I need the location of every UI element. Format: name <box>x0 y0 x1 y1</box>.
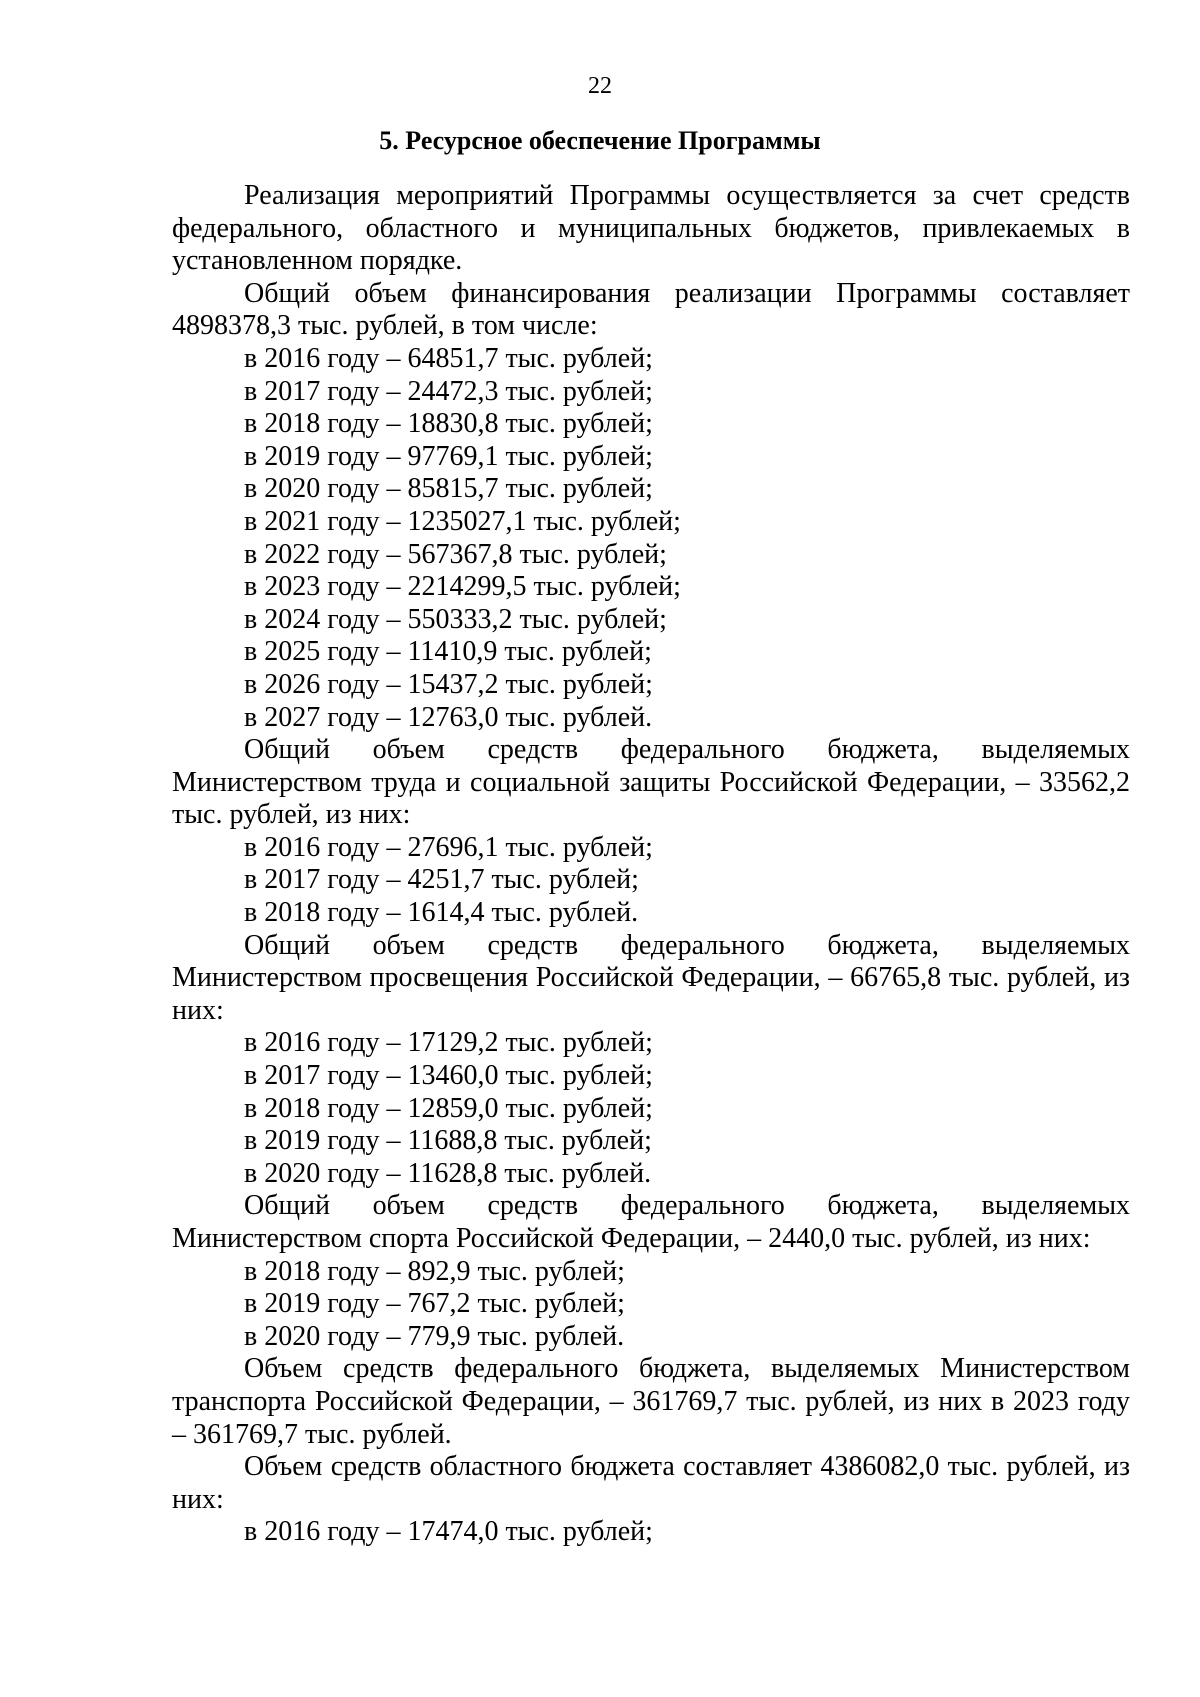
list-item: в 2016 году – 17474,0 тыс. рублей; <box>244 1516 653 1548</box>
section-title: 5. Ресурсное обеспечение Программы <box>379 126 821 155</box>
list-item: в 2017 году – 4251,7 тыс. рублей; <box>244 864 639 896</box>
transport-ministry-paragraph: Объем средств федерального бюджета, выделяемых Министерством транспорта Российской Федерации, – 361769,7 тыс. рублей, из них в 2023 году – 361769,7 тыс. рублей. <box>172 1353 1130 1450</box>
list-item: в 2021 году – 1235027,1 тыс. рублей; <box>244 505 681 537</box>
list-item: в 2023 году – 2214299,5 тыс. рублей; <box>244 571 681 603</box>
list-item: в 2018 году – 1614,4 тыс. рублей. <box>244 897 639 929</box>
list-item: в 2020 году – 85815,7 тыс. рублей; <box>244 473 653 505</box>
sport-ministry-paragraph: Общий объем средств федерального бюджета, выделяемых Министерством спорта Российской Федерации, – 2440,0 тыс. рублей, из них: <box>172 1190 1130 1254</box>
document-body <box>172 180 1130 1549</box>
list-item: в 2017 году – 24472,3 тыс. рублей; <box>244 375 653 407</box>
list-item: в 2020 году – 11628,8 тыс. рублей. <box>244 1157 652 1189</box>
list-item: в 2024 году – 550333,2 тыс. рублей; <box>244 603 667 635</box>
education-ministry-paragraph: Общий объем средств федерального бюджета, выделяемых Министерством просвещения Российской Федерации, – 66765,8 тыс. рублей, из них: <box>172 929 1130 1026</box>
list-item: в 2018 году – 18830,8 тыс. рублей; <box>244 408 653 440</box>
education-ministry-list <box>172 1027 1130 1190</box>
labor-ministry-paragraph: Общий объем средств федерального бюджета, выделяемых Министерством труда и социальной защиты Российской Федерации, – 33562,2 тыс. рублей, из них: <box>172 734 1130 831</box>
list-item: в 2027 году – 12763,0 тыс. рублей. <box>244 701 653 733</box>
list-item: в 2017 году – 13460,0 тыс. рублей; <box>244 1060 653 1092</box>
labor-ministry-list <box>172 832 1130 930</box>
list-item: в 2018 году – 892,9 тыс. рублей; <box>244 1255 625 1287</box>
list-item: в 2018 году – 12859,0 тыс. рублей; <box>244 1092 653 1124</box>
regional-budget-paragraph: Объем средств областного бюджета составляет 4386082,0 тыс. рублей, из них: <box>172 1451 1130 1515</box>
intro-paragraph: Реализация мероприятий Программы осуществляется за счет средств федерального, областного и муниципальных бюджетов, привлекаемых в установленном порядке. <box>172 180 1130 277</box>
list-item: в 2020 году – 779,9 тыс. рублей. <box>244 1320 625 1352</box>
list-item: в 2019 году – 11688,8 тыс. рублей; <box>244 1125 652 1157</box>
total-funding-paragraph: Общий объем финансирования реализации Программы составляет 4898378,3 тыс. рублей, в том числе: <box>172 277 1130 342</box>
list-item: в 2016 году – 27696,1 тыс. рублей; <box>244 831 653 863</box>
list-item: в 2016 году – 64851,7 тыс. рублей; <box>244 342 653 374</box>
sport-ministry-list <box>172 1256 1130 1354</box>
list-item: в 2019 году – 767,2 тыс. рублей; <box>244 1288 625 1320</box>
list-item: в 2016 году – 17129,2 тыс. рублей; <box>244 1027 653 1059</box>
page-number: 22 <box>588 73 612 99</box>
total-funding-list <box>172 343 1130 734</box>
regional-budget-list <box>172 1516 1130 1549</box>
list-item: в 2026 году – 15437,2 тыс. рублей; <box>244 668 653 700</box>
list-item: в 2025 году – 11410,9 тыс. рублей; <box>244 636 652 668</box>
list-item: в 2019 году – 97769,1 тыс. рублей; <box>244 440 653 472</box>
list-item: в 2022 году – 567367,8 тыс. рублей; <box>244 538 667 570</box>
